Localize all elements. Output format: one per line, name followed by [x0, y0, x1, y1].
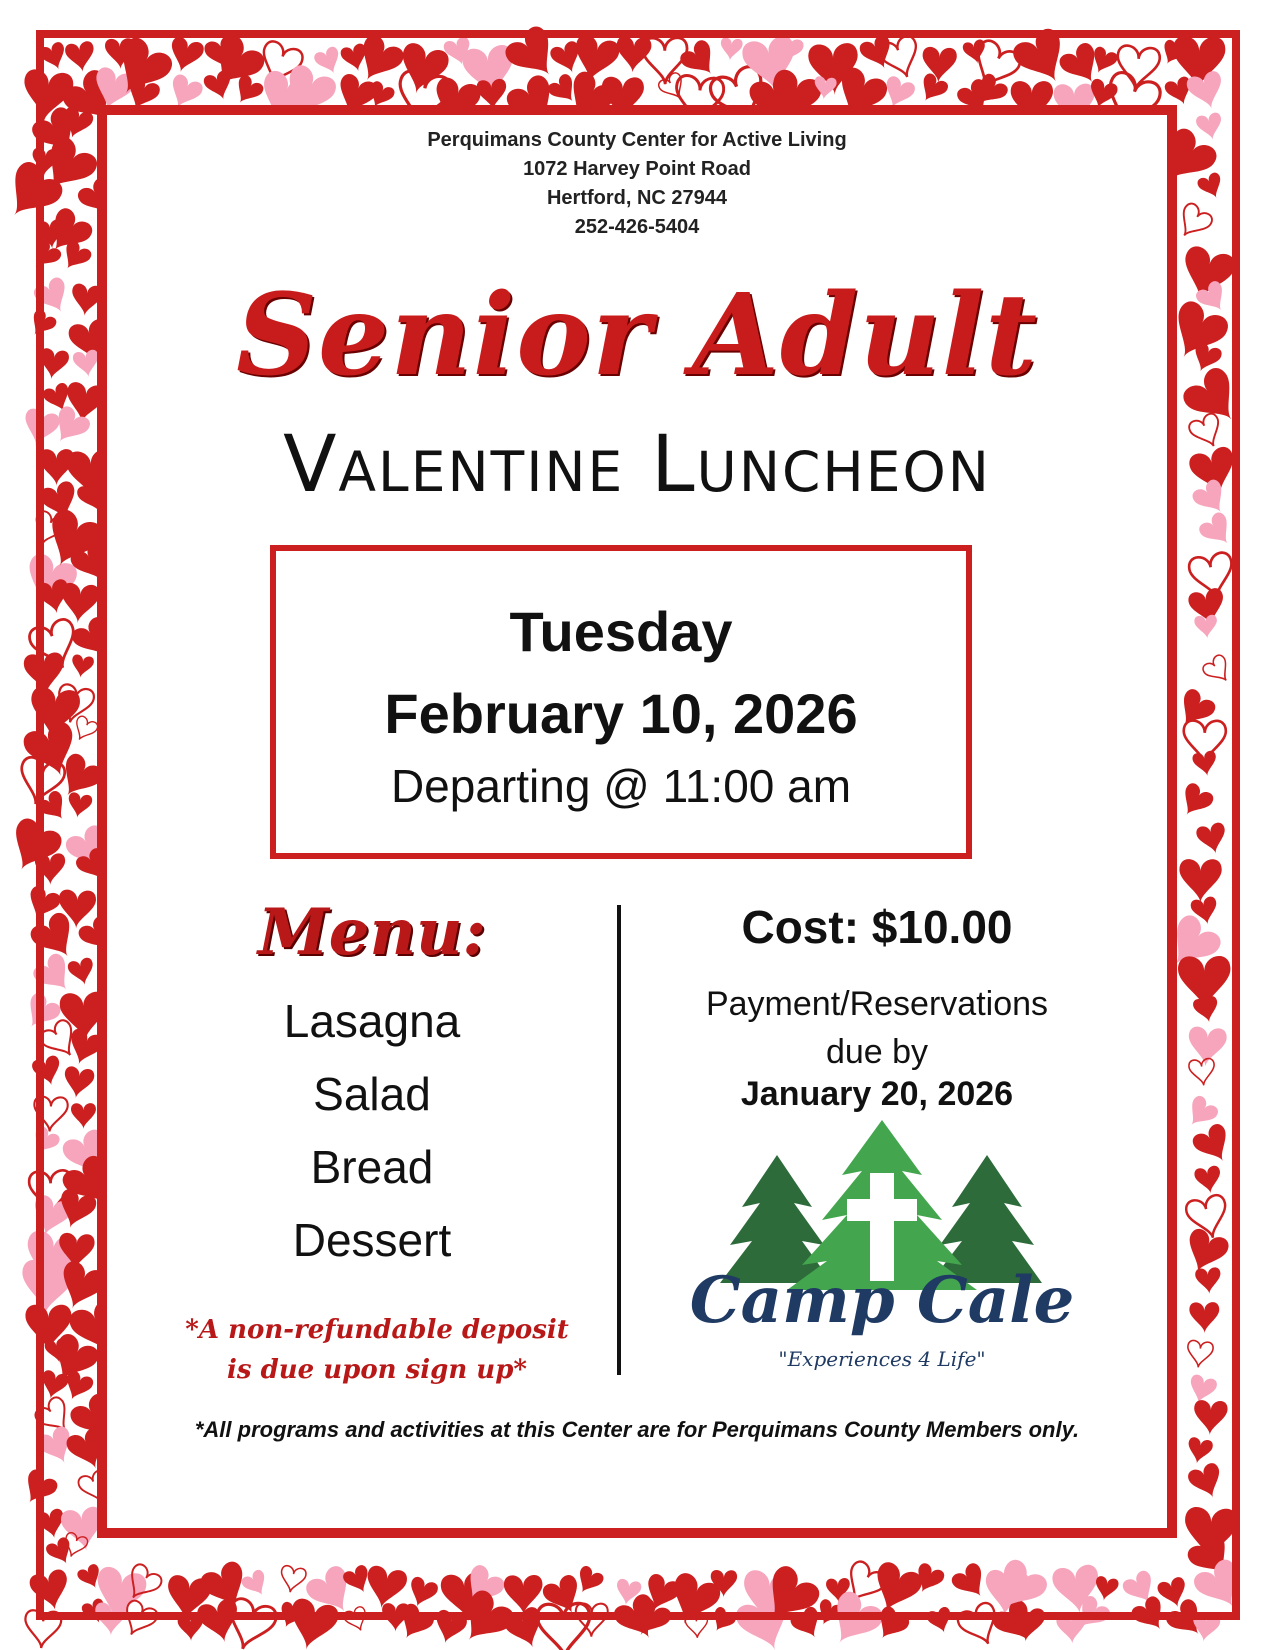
phone-number: 252-426-5404 — [574, 216, 700, 238]
event-day: Tuesday — [509, 600, 733, 663]
event-date: February 10, 2026 — [384, 682, 858, 745]
deposit-note-line2: is due upon sign up* — [227, 1355, 527, 1385]
event-title: Senior Adult — [236, 270, 1038, 401]
payment-line2: due by — [825, 1033, 929, 1071]
logo-tagline: "Experiences 4 Life" — [778, 1347, 986, 1371]
flyer-panel — [97, 105, 1177, 1538]
menu-item: Salad — [313, 1068, 431, 1120]
event-subtitle: Valentine Luncheon — [283, 420, 991, 510]
deposit-note-line1: *A non-refundable deposit — [185, 1315, 569, 1345]
payment-due-date: January 20, 2026 — [740, 1075, 1014, 1113]
menu-item: Bread — [310, 1141, 434, 1193]
logo-name: Camp Cale — [689, 1263, 1075, 1338]
event-date-box — [270, 545, 972, 859]
camp-cale-logo — [682, 1115, 1082, 1405]
departure-time: Departing @ 11:00 am — [390, 760, 852, 812]
street-address: 1072 Harvey Point Road — [523, 158, 751, 180]
org-name: Perquimans County Center for Active Living — [427, 129, 847, 151]
payment-line1: Payment/Reservations — [705, 985, 1049, 1023]
menu-item: Dessert — [292, 1214, 452, 1266]
menu-heading: Menu: — [257, 895, 487, 970]
column-divider — [617, 905, 621, 1375]
menu-item: Lasagna — [283, 995, 461, 1047]
membership-footer-note: *All programs and activities at this Center are for Perquimans County Members only. — [194, 1417, 1080, 1442]
city-state-zip: Hertford, NC 27944 — [546, 187, 728, 209]
deposit-note — [147, 1310, 607, 1390]
menu-list — [207, 985, 537, 1277]
payment-note — [667, 980, 1087, 1076]
cost-label: Cost: $10.00 — [741, 901, 1013, 953]
